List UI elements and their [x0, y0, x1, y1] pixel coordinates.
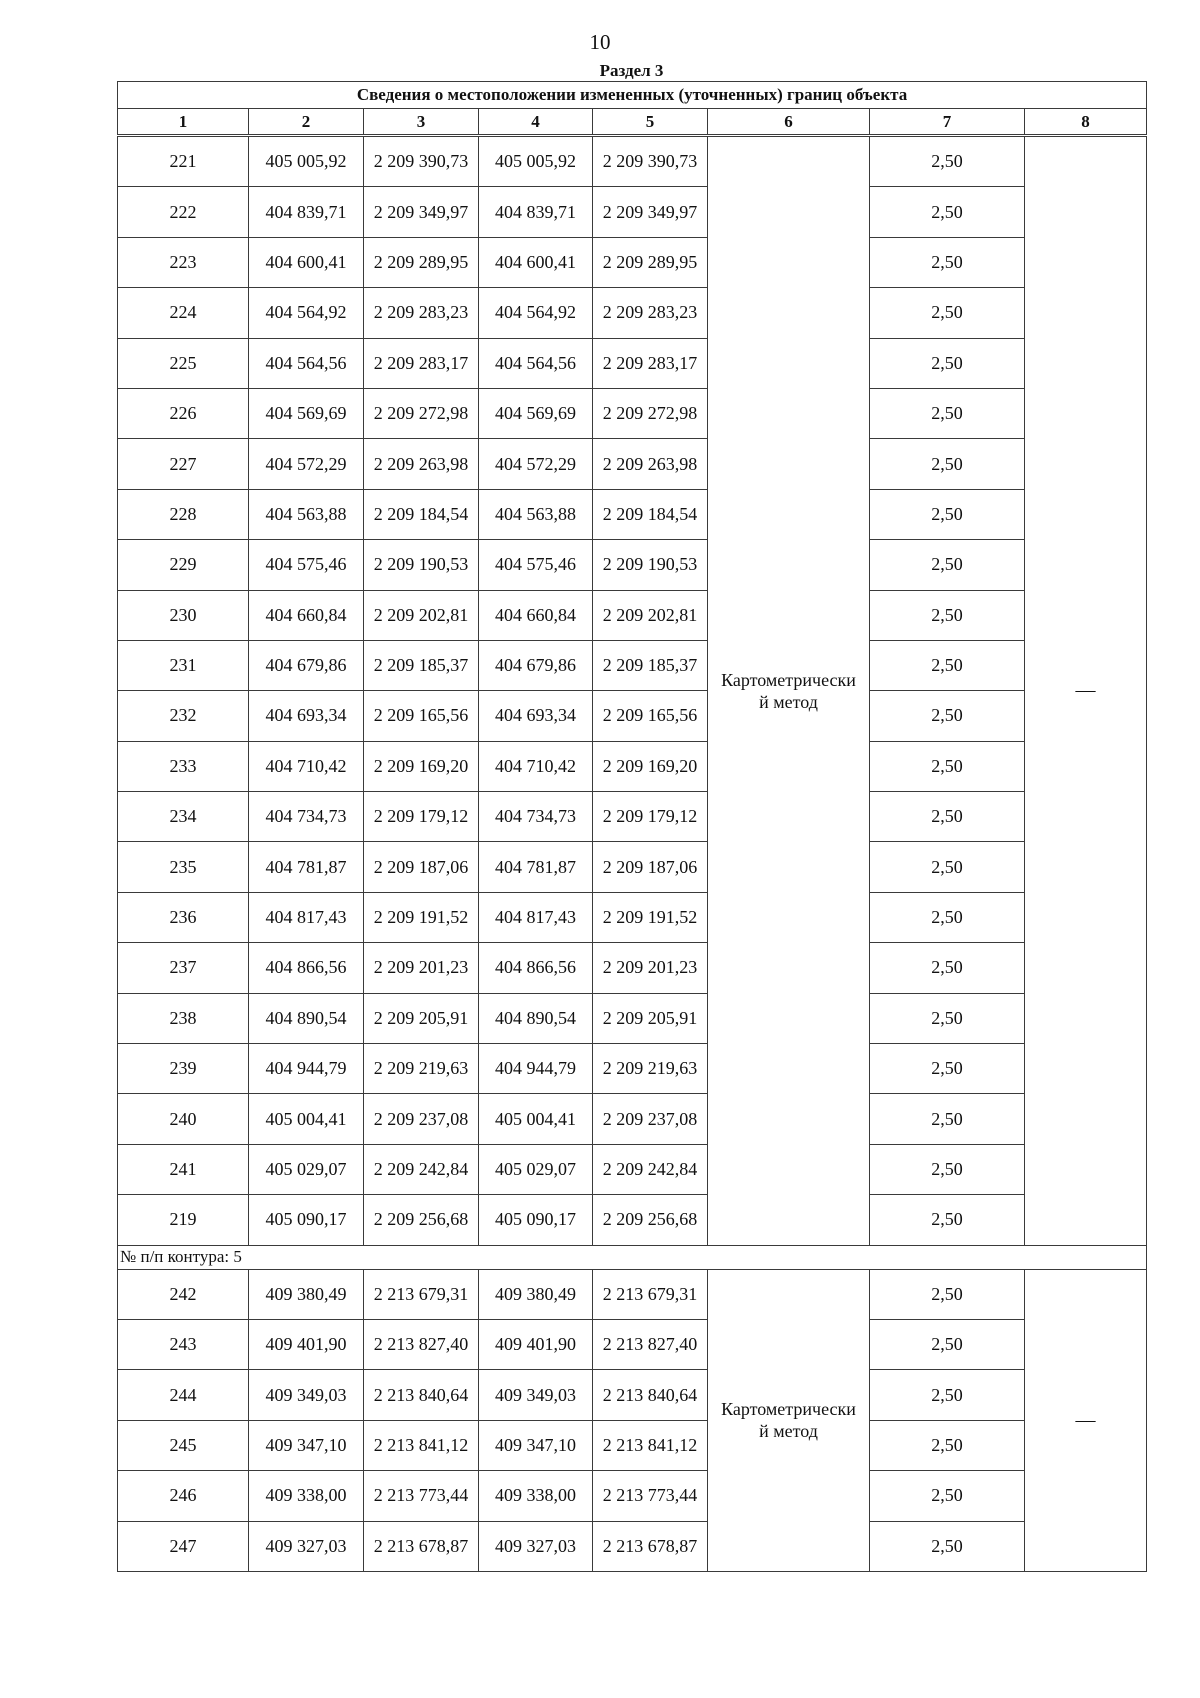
table-cell: 2 209 205,91 — [364, 993, 479, 1043]
table-cell: 235 — [118, 842, 249, 892]
table-cell: 2 209 283,23 — [593, 288, 708, 338]
contour-label: № п/п контура: 5 — [118, 1245, 1147, 1269]
method-cell: Картометрически й метод — [708, 136, 870, 1246]
table-cell: 226 — [118, 388, 249, 438]
table-cell: 2 209 390,73 — [593, 136, 708, 187]
table-cell: 404 693,34 — [479, 691, 593, 741]
table-cell: 2,50 — [870, 741, 1025, 791]
table-cell: 230 — [118, 590, 249, 640]
table-title-row — [118, 82, 1147, 109]
table-row — [118, 1195, 1147, 1245]
table-cell: 2 209 205,91 — [593, 993, 708, 1043]
table-cell: 409 401,90 — [479, 1319, 593, 1369]
table-cell: 2 209 242,84 — [364, 1144, 479, 1194]
table-row — [118, 187, 1147, 237]
table-cell: 404 564,56 — [249, 338, 364, 388]
table-cell: 233 — [118, 741, 249, 791]
table-cell: 2,50 — [870, 943, 1025, 993]
table-cell: 2 209 256,68 — [593, 1195, 708, 1245]
table-cell: 2 209 202,81 — [593, 590, 708, 640]
table-row — [118, 1269, 1147, 1319]
table-cell: 404 781,87 — [249, 842, 364, 892]
table-cell: 246 — [118, 1471, 249, 1521]
table-row — [118, 640, 1147, 690]
table-cell: 404 600,41 — [249, 237, 364, 287]
column-header: 5 — [593, 109, 708, 136]
table-cell: 2 209 289,95 — [364, 237, 479, 287]
table-cell: 2 209 201,23 — [364, 943, 479, 993]
table-cell: 239 — [118, 1044, 249, 1094]
table-cell: 2,50 — [870, 993, 1025, 1043]
table-cell: 404 817,43 — [479, 892, 593, 942]
table-cell: 405 004,41 — [479, 1094, 593, 1144]
table-cell: 2,50 — [870, 590, 1025, 640]
table-cell: 241 — [118, 1144, 249, 1194]
table-cell: 409 327,03 — [479, 1521, 593, 1571]
table-cell: 2 213 678,87 — [593, 1521, 708, 1571]
table-cell: 2 209 283,23 — [364, 288, 479, 338]
table-cell: 224 — [118, 288, 249, 338]
table-cell: 405 029,07 — [479, 1144, 593, 1194]
table-cell: 404 679,86 — [249, 640, 364, 690]
table-cell: 404 679,86 — [479, 640, 593, 690]
table-cell: 2 209 179,12 — [364, 792, 479, 842]
table-cell: 2 213 841,12 — [593, 1420, 708, 1470]
table-cell: 2,50 — [870, 1195, 1025, 1245]
table-cell: 2,50 — [870, 540, 1025, 590]
table-cell: 2,50 — [870, 842, 1025, 892]
table-cell: 404 944,79 — [249, 1044, 364, 1094]
table-cell: 2 213 840,64 — [593, 1370, 708, 1420]
column-header-row — [118, 109, 1147, 136]
table-cell: 2,50 — [870, 338, 1025, 388]
table-cell: 2 209 237,08 — [593, 1094, 708, 1144]
table-cell: 222 — [118, 187, 249, 237]
table-cell: 404 569,69 — [479, 388, 593, 438]
table-cell: 229 — [118, 540, 249, 590]
table-cell: 2 209 272,98 — [364, 388, 479, 438]
table-cell: 225 — [118, 338, 249, 388]
table-cell: 404 734,73 — [479, 792, 593, 842]
table-cell: 247 — [118, 1521, 249, 1571]
table-cell: 2,50 — [870, 1471, 1025, 1521]
table-cell: 2,50 — [870, 136, 1025, 187]
table-cell: 227 — [118, 439, 249, 489]
table-cell: 404 564,92 — [479, 288, 593, 338]
table-row — [118, 1420, 1147, 1470]
table-cell: 2 209 349,97 — [364, 187, 479, 237]
table-cell: 409 338,00 — [249, 1471, 364, 1521]
table-cell: 2 209 191,52 — [593, 892, 708, 942]
table-cell: 2 209 169,20 — [364, 741, 479, 791]
table-row — [118, 1319, 1147, 1369]
table-cell: 404 569,69 — [249, 388, 364, 438]
table-cell: 404 839,71 — [249, 187, 364, 237]
table-cell: 404 944,79 — [479, 1044, 593, 1094]
column-header: 6 — [708, 109, 870, 136]
table-cell: 409 349,03 — [249, 1370, 364, 1420]
column-header: 7 — [870, 109, 1025, 136]
table-cell: 405 029,07 — [249, 1144, 364, 1194]
section-label: Раздел 3 — [599, 61, 664, 80]
table-cell: 409 338,00 — [479, 1471, 593, 1521]
table-cell: 2 209 283,17 — [593, 338, 708, 388]
table-cell: 404 890,54 — [249, 993, 364, 1043]
table-cell: 2,50 — [870, 691, 1025, 741]
table-cell: 409 347,10 — [479, 1420, 593, 1470]
table-cell: 404 660,84 — [249, 590, 364, 640]
table-cell: 409 327,03 — [249, 1521, 364, 1571]
table-cell: 404 572,29 — [479, 439, 593, 489]
table-cell: 2,50 — [870, 187, 1025, 237]
column-header: 1 — [118, 109, 249, 136]
table-row — [118, 792, 1147, 842]
table-cell: 409 349,03 — [479, 1370, 593, 1420]
table-cell: 2 209 185,37 — [364, 640, 479, 690]
column-header: 4 — [479, 109, 593, 136]
table-cell: 2 213 679,31 — [364, 1269, 479, 1319]
table-cell: 405 005,92 — [479, 136, 593, 187]
table-row — [118, 993, 1147, 1043]
method-cell: Картометрически й метод — [708, 1269, 870, 1571]
table-cell: 404 839,71 — [479, 187, 593, 237]
note-cell: — — [1025, 1269, 1147, 1571]
table-cell: 2 213 827,40 — [593, 1319, 708, 1369]
table-cell: 2 213 773,44 — [593, 1471, 708, 1521]
table-cell: 2 209 349,97 — [593, 187, 708, 237]
table-row — [118, 1471, 1147, 1521]
boundaries-table — [117, 81, 1147, 1572]
table-row — [118, 1370, 1147, 1420]
table-cell: 2,50 — [870, 1420, 1025, 1470]
table-cell: 2 209 187,06 — [364, 842, 479, 892]
column-header: 2 — [249, 109, 364, 136]
table-cell: 2,50 — [870, 388, 1025, 438]
table-cell: 404 866,56 — [249, 943, 364, 993]
table-cell: 404 890,54 — [479, 993, 593, 1043]
table-cell: 405 005,92 — [249, 136, 364, 187]
table-cell: 2 213 827,40 — [364, 1319, 479, 1369]
table-cell: 223 — [118, 237, 249, 287]
table-row — [118, 136, 1147, 187]
table-cell: 2 209 237,08 — [364, 1094, 479, 1144]
table-cell: 2,50 — [870, 1319, 1025, 1369]
table-cell: 404 564,56 — [479, 338, 593, 388]
table-cell: 2,50 — [870, 1370, 1025, 1420]
table-cell: 2 209 272,98 — [593, 388, 708, 438]
table-cell: 2 209 202,81 — [364, 590, 479, 640]
table-cell: 232 — [118, 691, 249, 741]
table-cell: 2,50 — [870, 640, 1025, 690]
table-cell: 240 — [118, 1094, 249, 1144]
table-cell: 2 209 289,95 — [593, 237, 708, 287]
table-cell: 2 209 256,68 — [364, 1195, 479, 1245]
table-cell: 409 401,90 — [249, 1319, 364, 1369]
table-cell: 404 563,88 — [479, 489, 593, 539]
table-cell: 2 209 185,37 — [593, 640, 708, 690]
table-cell: 2 209 169,20 — [593, 741, 708, 791]
table-cell: 404 781,87 — [479, 842, 593, 892]
table-cell: 2,50 — [870, 792, 1025, 842]
table-cell: 219 — [118, 1195, 249, 1245]
table-cell: 2,50 — [870, 288, 1025, 338]
table-cell: 2,50 — [870, 892, 1025, 942]
table-cell: 2 209 263,98 — [593, 439, 708, 489]
table-cell: 2,50 — [870, 1269, 1025, 1319]
table-cell: 404 710,42 — [249, 741, 364, 791]
table-cell: 2 213 773,44 — [364, 1471, 479, 1521]
table-row — [118, 741, 1147, 791]
table-cell: 405 090,17 — [479, 1195, 593, 1245]
table-cell: 2 209 179,12 — [593, 792, 708, 842]
table-row — [118, 691, 1147, 741]
table-cell: 2 209 184,54 — [364, 489, 479, 539]
table-cell: 404 600,41 — [479, 237, 593, 287]
table-cell: 404 693,34 — [249, 691, 364, 741]
table-cell: 2 209 219,63 — [364, 1044, 479, 1094]
table-cell: 404 817,43 — [249, 892, 364, 942]
table-row — [118, 338, 1147, 388]
table-cell: 237 — [118, 943, 249, 993]
table-cell: 2 213 841,12 — [364, 1420, 479, 1470]
table-row — [118, 540, 1147, 590]
table-cell: 236 — [118, 892, 249, 942]
table-cell: 2 213 840,64 — [364, 1370, 479, 1420]
table-row — [118, 943, 1147, 993]
table-cell: 2,50 — [870, 1094, 1025, 1144]
table-cell: 2 209 219,63 — [593, 1044, 708, 1094]
table-cell: 2 209 201,23 — [593, 943, 708, 993]
table-row — [118, 1094, 1147, 1144]
table-cell: 231 — [118, 640, 249, 690]
table-cell: 2 209 165,56 — [364, 691, 479, 741]
table-cell: 404 575,46 — [249, 540, 364, 590]
table-cell: 2,50 — [870, 1521, 1025, 1571]
table-cell: 409 347,10 — [249, 1420, 364, 1470]
table-cell: 243 — [118, 1319, 249, 1369]
table-cell: 405 090,17 — [249, 1195, 364, 1245]
table-cell: 2,50 — [870, 237, 1025, 287]
table-cell: 2 209 165,56 — [593, 691, 708, 741]
table-cell: 2,50 — [870, 1144, 1025, 1194]
table-cell: 2,50 — [870, 1044, 1025, 1094]
table-row — [118, 842, 1147, 892]
table-cell: 238 — [118, 993, 249, 1043]
table-title: Сведения о местоположении измененных (уточненных) границ объекта — [118, 82, 1147, 109]
table-cell: 221 — [118, 136, 249, 187]
table-row — [118, 388, 1147, 438]
table-cell: 404 564,92 — [249, 288, 364, 338]
table-cell: 405 004,41 — [249, 1094, 364, 1144]
table-cell: 409 380,49 — [249, 1269, 364, 1319]
column-header: 8 — [1025, 109, 1147, 136]
page-number: 10 — [589, 30, 611, 54]
table-cell: 404 563,88 — [249, 489, 364, 539]
table-cell: 2 209 187,06 — [593, 842, 708, 892]
table-row — [118, 1044, 1147, 1094]
table-cell: 2 209 390,73 — [364, 136, 479, 187]
table-cell: 2 209 184,54 — [593, 489, 708, 539]
table-cell: 234 — [118, 792, 249, 842]
table-cell: 2 213 678,87 — [364, 1521, 479, 1571]
table-cell: 228 — [118, 489, 249, 539]
table-row — [118, 1521, 1147, 1571]
table-cell: 2 209 191,52 — [364, 892, 479, 942]
table-cell: 2,50 — [870, 489, 1025, 539]
table-row — [118, 439, 1147, 489]
table-cell: 409 380,49 — [479, 1269, 593, 1319]
contour-row — [118, 1245, 1147, 1269]
table-cell: 404 660,84 — [479, 590, 593, 640]
table-cell: 242 — [118, 1269, 249, 1319]
table-cell: 404 734,73 — [249, 792, 364, 842]
table-cell: 244 — [118, 1370, 249, 1420]
table-row — [118, 1144, 1147, 1194]
table-cell: 404 866,56 — [479, 943, 593, 993]
table-cell: 2 209 242,84 — [593, 1144, 708, 1194]
table-cell: 2,50 — [870, 439, 1025, 489]
table-cell: 2 209 263,98 — [364, 439, 479, 489]
table-cell: 404 575,46 — [479, 540, 593, 590]
table-row — [118, 489, 1147, 539]
table-cell: 2 209 190,53 — [593, 540, 708, 590]
note-cell: — — [1025, 136, 1147, 1246]
table-cell: 2 209 190,53 — [364, 540, 479, 590]
table-cell: 2 209 283,17 — [364, 338, 479, 388]
table-cell: 404 710,42 — [479, 741, 593, 791]
column-header: 3 — [364, 109, 479, 136]
table-cell: 404 572,29 — [249, 439, 364, 489]
table-row — [118, 237, 1147, 287]
table-row — [118, 590, 1147, 640]
table-cell: 2 213 679,31 — [593, 1269, 708, 1319]
table-cell: 245 — [118, 1420, 249, 1470]
table-row — [118, 892, 1147, 942]
table-row — [118, 288, 1147, 338]
